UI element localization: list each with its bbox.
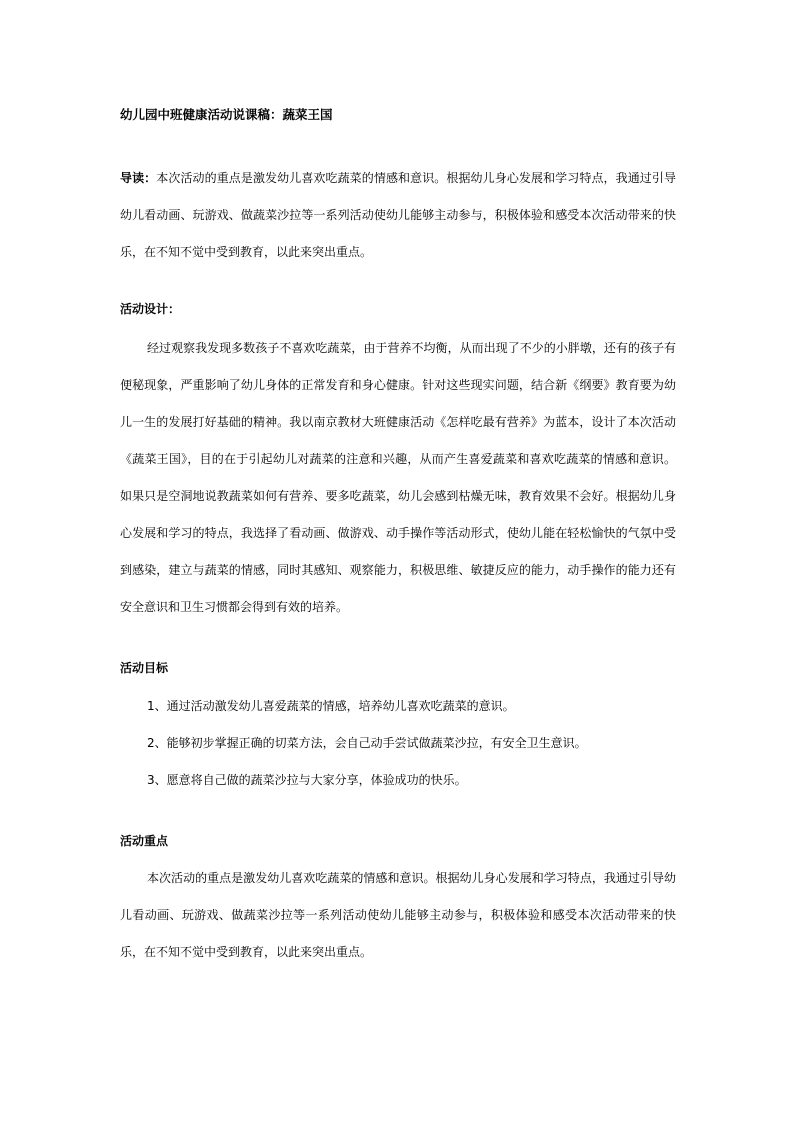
- design-paragraph: 经过观察我发现多数孩子不喜欢吃蔬菜，由于营养不均衡，从而出现了不少的小胖墩，还有的孩子有便秘现象，严重影响了幼儿身体的正常发育和身心健康。针对这些现实问题，结合新《纲要》教育要为幼儿一生的发展打好基础的精神。我以南京教材大班健康活动《怎样吃最有营养》为蓝本，设计了本次活动《蔬菜王国》，目的在于引起幼儿对蔬菜的注意和兴趣，从而产生喜爱蔬菜和喜欢吃蔬菜的情感和意识。如果只是空洞地说教蔬菜如何有营养、要多吃蔬菜，幼儿会感到枯燥无味，教育效果不会好。根据幼儿身心发展和学习的特点，我选择了看动画、做游戏、动手操作等活动形式，使幼儿能在轻松愉快的气氛中受到感染，建立与蔬菜的情感，同时其感知、观察能力，积极思维、敏捷反应的能力，动手操作的能力还有安全意识和卫生习惯都会得到有效的培养。: [120, 341, 676, 614]
- document-page: [120, 105, 676, 971]
- goal-item-2: 2、能够初步掌握正确的切菜方法，会自己动手尝试做蔬菜沙拉，有安全卫生意识。: [147, 736, 587, 750]
- goals-heading: 活动目标: [120, 661, 169, 675]
- focus-paragraph: 本次活动的重点是激发幼儿喜欢吃蔬菜的情感和意识。根据幼儿身心发展和学习特点，我通过引导幼儿看动画、玩游戏、做蔬菜沙拉等一系列活动使幼儿能够主动参与，积极体验和感受本次活动带来的快乐，在不知不觉中受到教育，以此来突出重点。: [120, 871, 676, 959]
- goal-item-3: 3、愿意将自己做的蔬菜沙拉与大家分享，体验成功的快乐。: [147, 773, 467, 787]
- goals-list: [120, 688, 676, 799]
- intro-label: 导读：: [120, 171, 157, 185]
- intro-paragraph: [120, 160, 676, 271]
- intro-text: 本次活动的重点是激发幼儿喜欢吃蔬菜的情感和意识。根据幼儿身心发展和学习特点，我通过引导幼儿看动画、玩游戏、做蔬菜沙拉等一系列活动使幼儿能够主动参与，积极体验和感受本次活动带来的快乐，在不知不觉中受到教育，以此来突出重点。: [120, 171, 676, 259]
- focus-heading: 活动重点: [120, 834, 169, 848]
- goal-item-1: 1、通过活动激发幼儿喜爱蔬菜的情感，培养幼儿喜欢吃蔬菜的意识。: [147, 699, 515, 713]
- document-title: 幼儿园中班健康活动说课稿：蔬菜王国: [120, 107, 333, 122]
- design-heading: 活动设计：: [120, 302, 181, 316]
